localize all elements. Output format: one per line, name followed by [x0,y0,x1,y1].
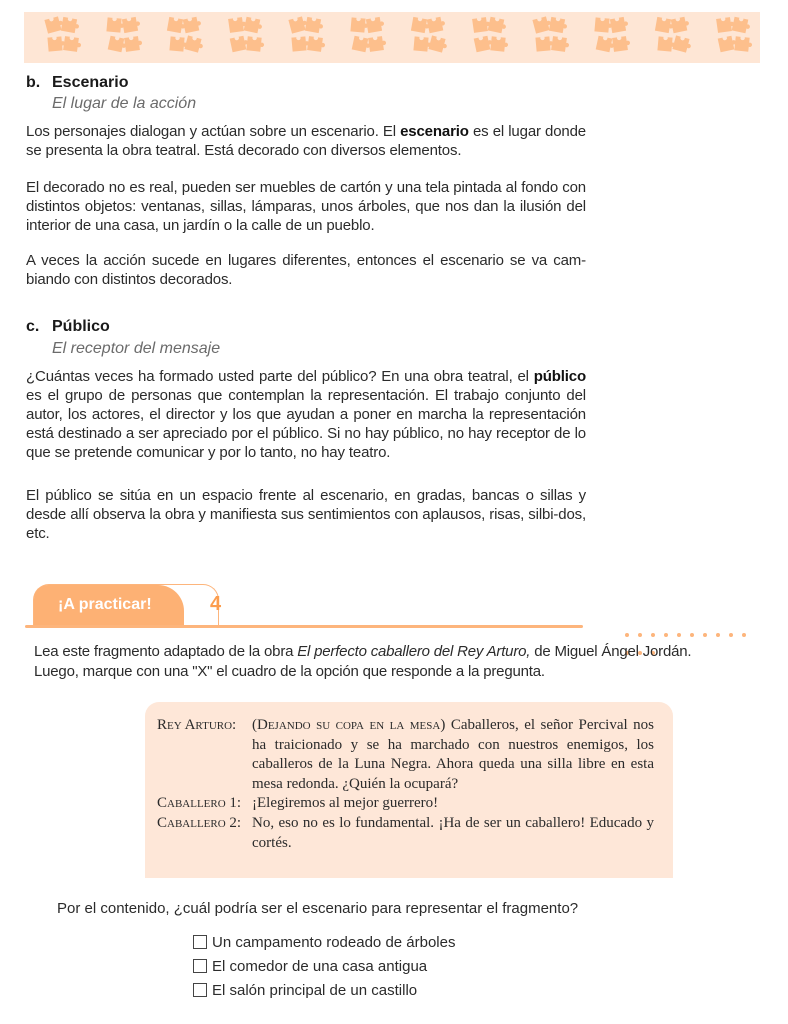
puzzle-piece [535,36,553,51]
paragraph: El decorado no es real, pueden ser muebles de cartón y una tela pintada al fondo con distintos objetos: ventanas, sillas, lámparas, unos árboles, que nos dan la ilusión del interior de una casa, un jardín o la calle de un pueblo. [26,179,586,234]
puzzle-piece [350,17,368,32]
option-label: Un campamento rodeado de árboles [212,933,456,951]
speaker-name: Caballero 2: [157,815,242,831]
speaker-name: Rey Arturo: [157,717,237,733]
text: es el lugar donde se presenta la obra teatral. Está decorado con diversos elementos. [26,123,586,159]
text: ¿Cuántas veces ha formado usted parte del público? En una obra teatral, el [26,368,534,385]
puzzle-piece [106,17,124,32]
puzzle-piece [47,36,65,51]
paragraph [26,367,586,462]
puzzle-piece [427,16,447,33]
puzzle-piece [551,36,570,52]
section-title: Público [52,318,110,335]
dialogue-line [145,794,673,814]
dialogue-line [145,716,673,806]
text: Lea este fragmento adaptado de la obra [34,643,298,660]
puzzle-piece [671,16,691,33]
checkbox[interactable] [193,983,207,997]
divider-dot [703,633,707,637]
text: Los personajes dialogan y actúan sobre un escenario. El [26,123,401,140]
paragraph: A veces la acción sucede en lugares diferentes, entonces el escenario se va cam-biando con distintos decorados. [26,252,586,288]
practice-number: 4 [210,593,222,615]
puzzle-piece [734,36,752,52]
practice-tab [33,584,222,627]
instructions-line-1 [34,642,774,662]
divider-dot [716,633,720,637]
decorative-banner [24,12,760,63]
puzzle-piece [549,17,568,34]
option-label: El salón principal de un castillo [212,981,418,999]
bold-term: escenario [400,123,469,140]
checkbox[interactable] [193,935,207,949]
puzzle-piece [488,17,508,34]
puzzle-piece [183,16,203,33]
option-label: El comedor de una casa antigua [212,957,428,975]
dialogue-line [145,814,673,854]
puzzle-piece [288,16,308,34]
puzzle-pieces-icon [24,12,760,63]
divider-dot [690,633,694,637]
puzzle-piece [672,35,692,53]
puzzle-piece [124,36,143,52]
puzzle-piece [413,36,431,51]
puzzle-piece [169,36,187,51]
section-letter: b. [26,74,41,91]
work-title: El perfecto caballero del Rey Arturo, [297,643,531,660]
puzzle-piece [610,16,629,33]
instructions [34,642,774,682]
question-text: Por el contenido, ¿cuál podría ser el escenario para representar el fragmento? [57,900,579,917]
option-1[interactable] [193,930,456,954]
puzzle-piece [44,16,64,34]
divider-line [25,625,583,628]
bold-term: público [533,368,586,385]
speech-text: ¡Elegiremos al mejor guerrero! [252,795,439,811]
paragraph: El público se sitúa en un espacio frente al escenario, en gradas, bancas o sillas y desde allí observa la obra y manifiesta sus sentimientos con aplausos, risas, silbi-dos, etc. [26,487,586,542]
practice-header [25,584,760,630]
puzzle-piece [612,36,631,52]
puzzle-piece [244,17,264,34]
stage-direction: (Dejando su copa en la mesa) [252,717,446,733]
section-subtitle: El receptor del mensaje [52,340,221,357]
puzzle-piece [428,35,448,53]
section-letter: c. [26,318,40,335]
paragraph [26,122,586,160]
divider-dot [664,633,668,637]
puzzle-piece [366,16,385,33]
puzzle-piece [61,17,80,34]
puzzle-piece [291,36,309,51]
speaker-name: Caballero 1: [157,795,242,811]
divider-dot [638,633,642,637]
divider-dot [625,633,629,637]
speech-text [252,716,654,794]
puzzle-piece [307,36,326,52]
puzzle-piece [246,36,264,52]
text: es el grupo de personas que contemplan la representación. El trabajo conjunto del autor, los actores, el director y los que ayudan a poner en marcha la representación está destinado a ser apreciado por el público. Si no hay público, no hay receptor de lo que se pretende comunicar y por lo tanto, no hay teatro. [26,387,586,461]
speech: Caballeros, el señor Percival nos ha traicionado y se ha marchado con nuestros enemigos, los caballeros de la Luna Negra. Ahora queda una silla libre en esta mesa redonda. ¿Quién la ocupará? [252,717,654,792]
option-3[interactable] [193,978,456,1002]
divider-dot [729,633,733,637]
puzzle-piece [411,17,430,34]
divider-dot [651,633,655,637]
section-subtitle: El lugar de la acción [52,95,197,112]
puzzle-piece [655,17,674,34]
divider-dot [742,633,746,637]
divider-dot [677,633,681,637]
section-b-heading [26,74,128,92]
puzzle-piece [490,36,508,52]
checkbox[interactable] [193,959,207,973]
play-fragment [145,702,673,878]
puzzle-piece [122,16,141,33]
puzzle-piece [657,36,675,51]
section-title: Escenario [52,74,129,91]
puzzle-piece [732,17,752,34]
speech-text: No, eso no es lo fundamental. ¡Ha de ser un caballero! Educado y cortés. [252,815,654,851]
puzzle-piece [532,16,552,34]
text: de Miguel Ángel Jordán. [530,643,692,660]
puzzle-piece [184,35,204,53]
puzzle-piece [167,17,186,34]
puzzle-piece [305,17,324,34]
option-2[interactable] [193,954,456,978]
answer-options [193,930,456,1002]
instructions-line-2: Luego, marque con una "X" el cuadro de la opción que responde a la pregunta. [34,663,545,680]
puzzle-piece [594,17,612,32]
practice-label: ¡A practicar! [58,596,152,613]
section-c-heading [26,318,110,336]
puzzle-piece [63,36,82,52]
puzzle-piece [368,36,387,52]
